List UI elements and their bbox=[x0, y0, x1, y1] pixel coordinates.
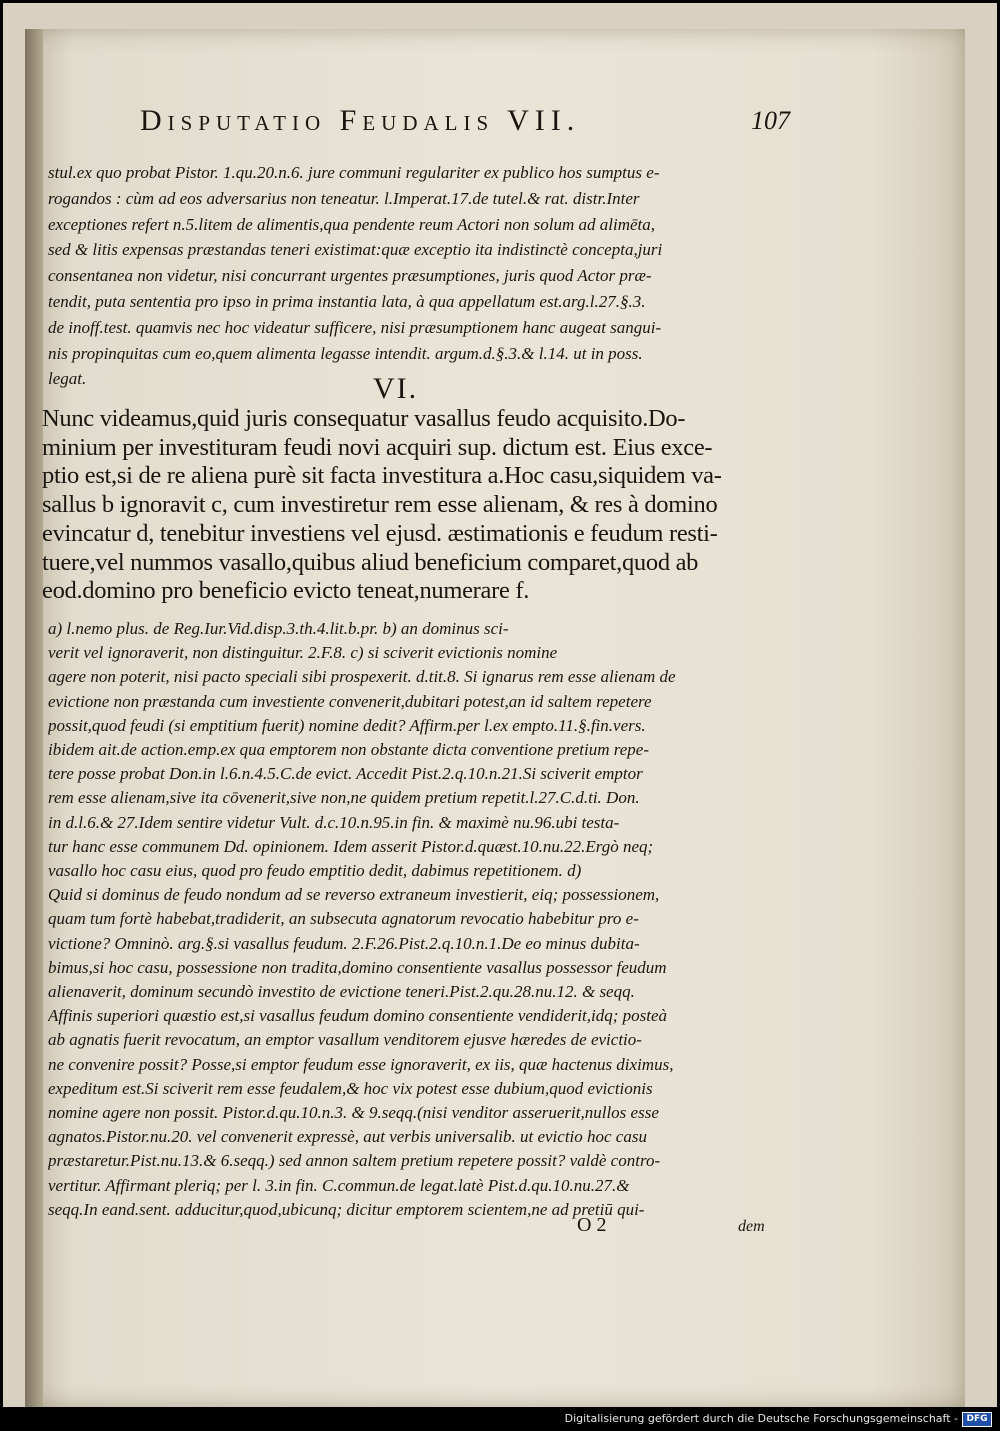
footnote-line: expeditum est.Si sciverit rem esse feudalem,& hoc vix potest esse dubium,quod evictionis bbox=[48, 1078, 653, 1098]
main-text bbox=[42, 405, 787, 606]
body-line: eod.domino pro beneficio evicto teneat,numerare f. bbox=[42, 577, 530, 605]
note-line: exceptiones refert n.5.litem de alimentis,qua pendente reum Actori non solum ad alimēta, bbox=[48, 214, 656, 234]
body-line: ptio est,si de re aliena purè sit facta investitura a.Hoc casu,siquidem va- bbox=[42, 462, 722, 490]
footnote-line: rem esse alienam,sive ita cōvenerit,sive non,ne quidem pretium repetit.l.27.C.d.ti. Don. bbox=[48, 788, 640, 808]
footnote-line: evictione non præstanda cum investiente convenerit,dubitari potest,an id saltem repetere bbox=[48, 691, 652, 711]
note-line: stul.ex quo probat Pistor. 1.qu.20.n.6. jure communi regulariter ex publico hos sumptus e- bbox=[48, 163, 660, 182]
note-line: consentanea non videtur, nisi concurrant urgentes præsumptiones, juris quod Actor præ- bbox=[48, 266, 652, 286]
footnote-line: Quid si dominus de feudo nondum ad se reverso extraneum investierit, eiq; possessionem, bbox=[48, 885, 660, 905]
footnote-line: verit vel ignoraverit, non distinguitur. 2.F.8. c) si sciverit evictionis nomine bbox=[48, 643, 558, 663]
dfg-logo-icon: DFG bbox=[962, 1412, 992, 1427]
body-line: minium per investituram feudi novi acquiri sup. dictum est. Eius exce- bbox=[42, 433, 713, 461]
note-line: de inoff.test. quamvis nec hoc videatur sufficere, nisi præsumptionem hanc augeat sangui- bbox=[48, 317, 662, 337]
note-line: tendit, puta sententia pro ipso in prima instantia lata, à qua appellatum est.arg.l.27.§.3. bbox=[48, 291, 646, 311]
footnote-line: præstaretur.Pist.nu.13.& 6.seqq.) sed annon saltem pretium repetere possit? valdè contro- bbox=[48, 1151, 661, 1171]
footnote-line: tere posse probat Don.in l.6.n.4.5.C.de evict. Accedit Pist.2.q.10.n.21.Si sciverit emptor bbox=[48, 764, 643, 784]
footnote-line: nomine agere non possit. Pistor.d.qu.10.n.3. & 9.seqq.(nisi venditor asseruerit,nullos esse bbox=[48, 1103, 659, 1123]
note-line: legat. bbox=[48, 369, 87, 389]
catchword: dem bbox=[738, 1218, 765, 1235]
page-header bbox=[140, 104, 790, 144]
footnote-line: tur hanc esse communem Dd. opinionem. Idem asserit Pistor.d.quæst.10.nu.22.Ergò neq; bbox=[48, 836, 654, 856]
footnote-line: seqq.In eand.sent. adducitur,quod,ubicunq; dicitur emptorem scientem,ne ad pretiū qui- bbox=[48, 1199, 645, 1219]
footnote-line: agere non poterit, nisi pacto speciali sibi prospexerit. d.tit.8. Si ignarus rem esse alienam de bbox=[48, 667, 676, 687]
signature-mark: O 2 bbox=[577, 1214, 607, 1236]
footnote-line: ibidem ait.de action.emp.ex qua emptorem non obstante dicta conventione pretium repe- bbox=[48, 740, 649, 760]
footnote-line: quam tum fortè habebat,tradiderit, an subsecuta agnatorum revocatio habebitur pro e- bbox=[48, 909, 639, 929]
footnote-line: bimus,si hoc casu, possessione non tradita,domino consentiente vasallus possessor feudum bbox=[48, 957, 667, 977]
footnote-line: vasallo hoc casu eius, quod pro feudo emptitio dedit, dabimus repetitionem. d) bbox=[48, 861, 582, 881]
footnote-line: vertitur. Affirmant pleriq; per l. 3.in fin. C.commun.de legat.latè Pist.d.qu.10.nu.27.& bbox=[48, 1175, 630, 1195]
footnote-line: ab agnatis fuerit revocatum, an emptor vasallum venditorem ejusve hæredes de evictio- bbox=[48, 1030, 642, 1050]
footnote-line: in d.l.6.& 27.Idem sentire videtur Vult. d.c.10.n.95.in fin. & maximè nu.96.ubi testa- bbox=[48, 812, 620, 832]
footnotes bbox=[48, 617, 793, 1222]
book-spine-edge bbox=[25, 29, 43, 1407]
footer-credit: Digitalisierung gefördert durch die Deutsche Forschungsgemeinschaft - bbox=[564, 1412, 958, 1425]
footnote-line: victione? Omninò. arg.§.si vasallus feudum. 2.F.26.Pist.2.q.10.n.1.De eo minus dubita- bbox=[48, 933, 640, 953]
footnote-line: Affinis superiori quæstio est,si vasallus feudum domino consentiente vendiderit,idq; posteà bbox=[48, 1006, 668, 1026]
footnote-line: a) l.nemo plus. de Reg.Iur.Vid.disp.3.th.4.lit.b.pr. b) an dominus sci- bbox=[48, 619, 509, 638]
footnote-line: ne convenire possit? Posse,si emptor feudum esse ignoraverit, ex iis, quæ hactenus diximus, bbox=[48, 1054, 674, 1074]
body-line: evincatur d, tenebitur investiens vel ejusd. æstimationis e feudum resti- bbox=[42, 519, 718, 547]
page-number: 107 bbox=[751, 106, 790, 135]
body-line: Nunc videamus,quid juris consequatur vasallus feudo acquisito.Do- bbox=[42, 405, 686, 432]
digitization-footer bbox=[0, 1407, 1000, 1431]
footnote-line: agnatos.Pistor.nu.20. vel convenerit expressè, aut verbis universalib. ut evictio hoc casu bbox=[48, 1127, 647, 1147]
body-line: tuere,vel nummos vasallo,quibus aliud beneficium comparet,quod ab bbox=[42, 548, 699, 576]
top-notes bbox=[48, 160, 793, 392]
footnote-line: possit,quod feudi (si emptitium fuerit) nomine dedit? Affirm.per l.ex empto.11.§.fin.vers. bbox=[48, 715, 646, 735]
note-line: nis propinquitas cum eo,quem alimenta legasse intendit. argum.d.§.3.& l.14. ut in poss. bbox=[48, 343, 643, 363]
note-line: rogandos : cùm ad eos adversarius non teneatur. l.Imperat.17.de tutel.& rat. distr.Inter bbox=[48, 188, 640, 208]
running-head: Disputatio Feudalis VII. bbox=[140, 104, 581, 137]
section-number: VI. bbox=[373, 372, 419, 405]
body-line: sallus b ignoravit c, cum investiretur rem esse alienam, & res à domino bbox=[42, 491, 718, 519]
note-line: sed & litis expensas præstandas teneri existimat:quæ exceptio ita indistinctè concepta,juri bbox=[48, 240, 663, 260]
footnote-line: alienaverit, dominum secundò investito de evictione teneri.Pist.2.qu.28.nu.12. & seqq. bbox=[48, 982, 635, 1002]
